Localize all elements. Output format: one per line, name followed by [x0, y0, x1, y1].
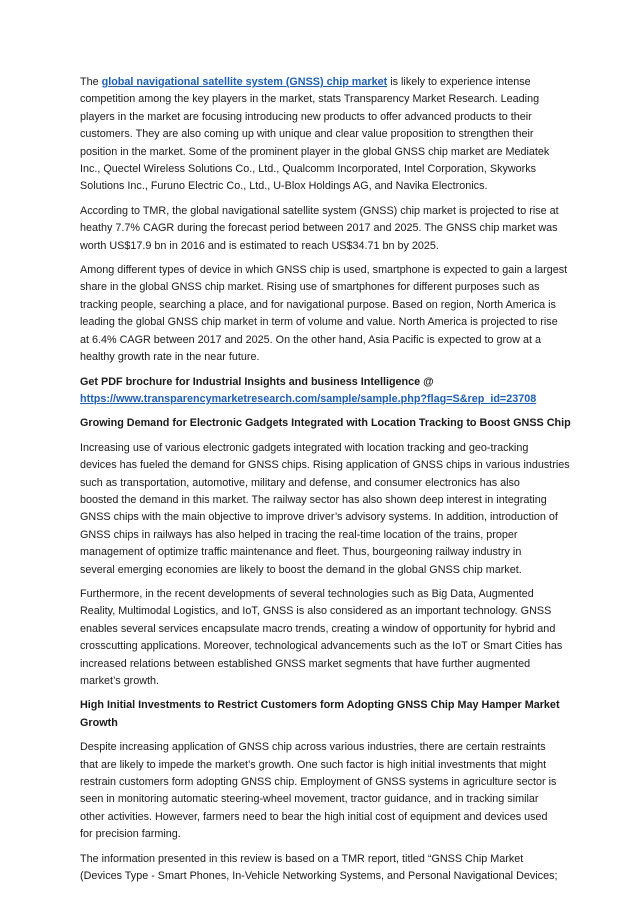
- section-heading: Growth: [80, 716, 118, 729]
- brochure-section: [80, 374, 558, 409]
- text-line: management of optimize traffic maintenance and fleet. Thus, bourgeoning railway industry in: [80, 546, 522, 559]
- technologies-paragraph: [80, 586, 563, 690]
- brochure-text: Get PDF brochure for Industrial Insights and business Intelligence @: [80, 375, 434, 388]
- forecast-paragraph: [80, 203, 558, 255]
- text-line: According to TMR, the global navigational satellite system (GNSS) chip market is projected to rise at: [80, 204, 559, 217]
- text-line: devices has fueled the demand for GNSS chips. Rising application of GNSS chips in various industries: [80, 459, 570, 472]
- restraints-paragraph: [80, 739, 558, 843]
- text-line: The information presented in this review is based on a TMR report, titled “GNSS Chip Market: [80, 852, 524, 865]
- text-line: competition among the key players in the market, stats Transparency Market Research. Leading: [80, 93, 540, 106]
- gadgets-paragraph: [80, 440, 570, 579]
- text-line: crosscutting applications. Moreover, technological advancements such as the IoT or Smart Cities has: [80, 640, 563, 653]
- text-line: Reality, Multimodal Logistics, and IoT, GNSS is also considered as an important technology. GNSS: [80, 605, 552, 618]
- text-line: that are likely to impede the market’s growth. One such factor is high initial investments that might: [80, 758, 547, 771]
- text-line: Solutions Inc., Furuno Electric Co., Ltd., U-Blox Holdings AG, and Navika Electronics.: [80, 180, 488, 193]
- text-line: several emerging economies are likely to boost the demand in the global GNSS chip market.: [80, 563, 522, 576]
- text-line: Increasing use of various electronic gadgets integrated with location tracking and geo-tracking: [80, 441, 529, 454]
- text-line: Among different types of device in which GNSS chip is used, smartphone is expected to gain a largest: [80, 264, 568, 277]
- text-line: worth US$17.9 bn in 2016 and is estimated to reach US$34.71 bn by 2025.: [80, 239, 439, 252]
- report-paragraph: [80, 851, 558, 886]
- text-line: players in the market are focusing introducing new products to offer advanced products to their: [80, 110, 532, 123]
- text-line: (Devices Type - Smart Phones, In-Vehicle Networking Systems, and Personal Navigational Devices;: [80, 870, 558, 883]
- section-heading: High Initial Investments to Restrict Customers form Adopting GNSS Chip May Hamper Market: [80, 699, 560, 712]
- text-line: healthy growth rate in the near future.: [80, 351, 260, 364]
- text-line: restrain customers form adopting GNSS chip. Employment of GNSS systems in agriculture sector is: [80, 776, 557, 789]
- text-line: enables several services encapsulate macro trends, creating a window of opportunity for hybrid and: [80, 622, 556, 635]
- intro-first-line: The global navigational satellite system (GNSS) chip market is likely to experience intense: [80, 76, 531, 88]
- heading-high-investments: [80, 697, 558, 732]
- text-line: such as transportation, automotive, military and defense, and consumer electronics has also: [80, 476, 520, 489]
- text-line: share in the global GNSS chip market. Rising use of smartphones for different purposes such as: [80, 281, 540, 294]
- text-line: customers. They are also coming up with unique and clear value proposition to strengthen their: [80, 128, 534, 141]
- intro-paragraph: [80, 74, 558, 196]
- text-line: GNSS chips with the main objective to improve driver’s advisory systems. In addition, introduction of: [80, 511, 558, 524]
- section-heading: Growing Demand for Electronic Gadgets Integrated with Location Tracking to Boost GNSS Chip: [80, 417, 571, 430]
- text-line: other activities. However, farmers need to bear the high initial cost of equipment and devices used: [80, 810, 548, 823]
- device-region-paragraph: [80, 262, 568, 366]
- text-line: heathy 7.7% CAGR during the forecast period between 2017 and 2025. The GNSS chip market was: [80, 222, 558, 235]
- text-line: tracking people, searching a place, and for navigational purpose. Based on region, North America is: [80, 298, 556, 311]
- brochure-link[interactable]: https://www.transparencymarketresearch.com/sample/sample.php?flag=S&rep_id=23708: [80, 392, 537, 405]
- text-line: leading the global GNSS chip market in term of volume and value. North America is projected to rise: [80, 316, 558, 329]
- text-line: market’s growth.: [80, 675, 160, 687]
- text-line: at 6.4% CAGR between 2017 and 2025. On the other hand, Asia Pacific is expected to grow at a: [80, 333, 541, 346]
- text-line: for precision farming.: [80, 828, 181, 841]
- text-line: position in the market. Some of the prominent player in the global GNSS chip market are Mediatek: [80, 145, 550, 158]
- text-line: increased relations between established GNSS market segments that have further augmented: [80, 657, 531, 670]
- text-line: seen in monitoring automatic steering-wheel movement, tractor guidance, and in tracking similar: [80, 793, 539, 806]
- text-line: Furthermore, in the recent developments of several technologies such as Big Data, Augmented: [80, 587, 534, 600]
- text-line: boosted the demand in this market. The railway sector has also shown deep interest in integrating: [80, 493, 547, 506]
- text-line: Despite increasing application of GNSS chip across various industries, there are certain restraints: [80, 741, 546, 754]
- gnss-market-link[interactable]: global navigational satellite system (GNSS) chip market: [101, 76, 388, 88]
- text-line: Inc., Quectel Wireless Solutions Co., Ltd., Qualcomm Incorporated, Intel Corporation, Skyworks: [80, 163, 537, 176]
- text-line: GNSS chips in railways has also helped in tracing the real-time location of the trains, proper: [80, 528, 518, 541]
- heading-growing-demand: [80, 415, 571, 432]
